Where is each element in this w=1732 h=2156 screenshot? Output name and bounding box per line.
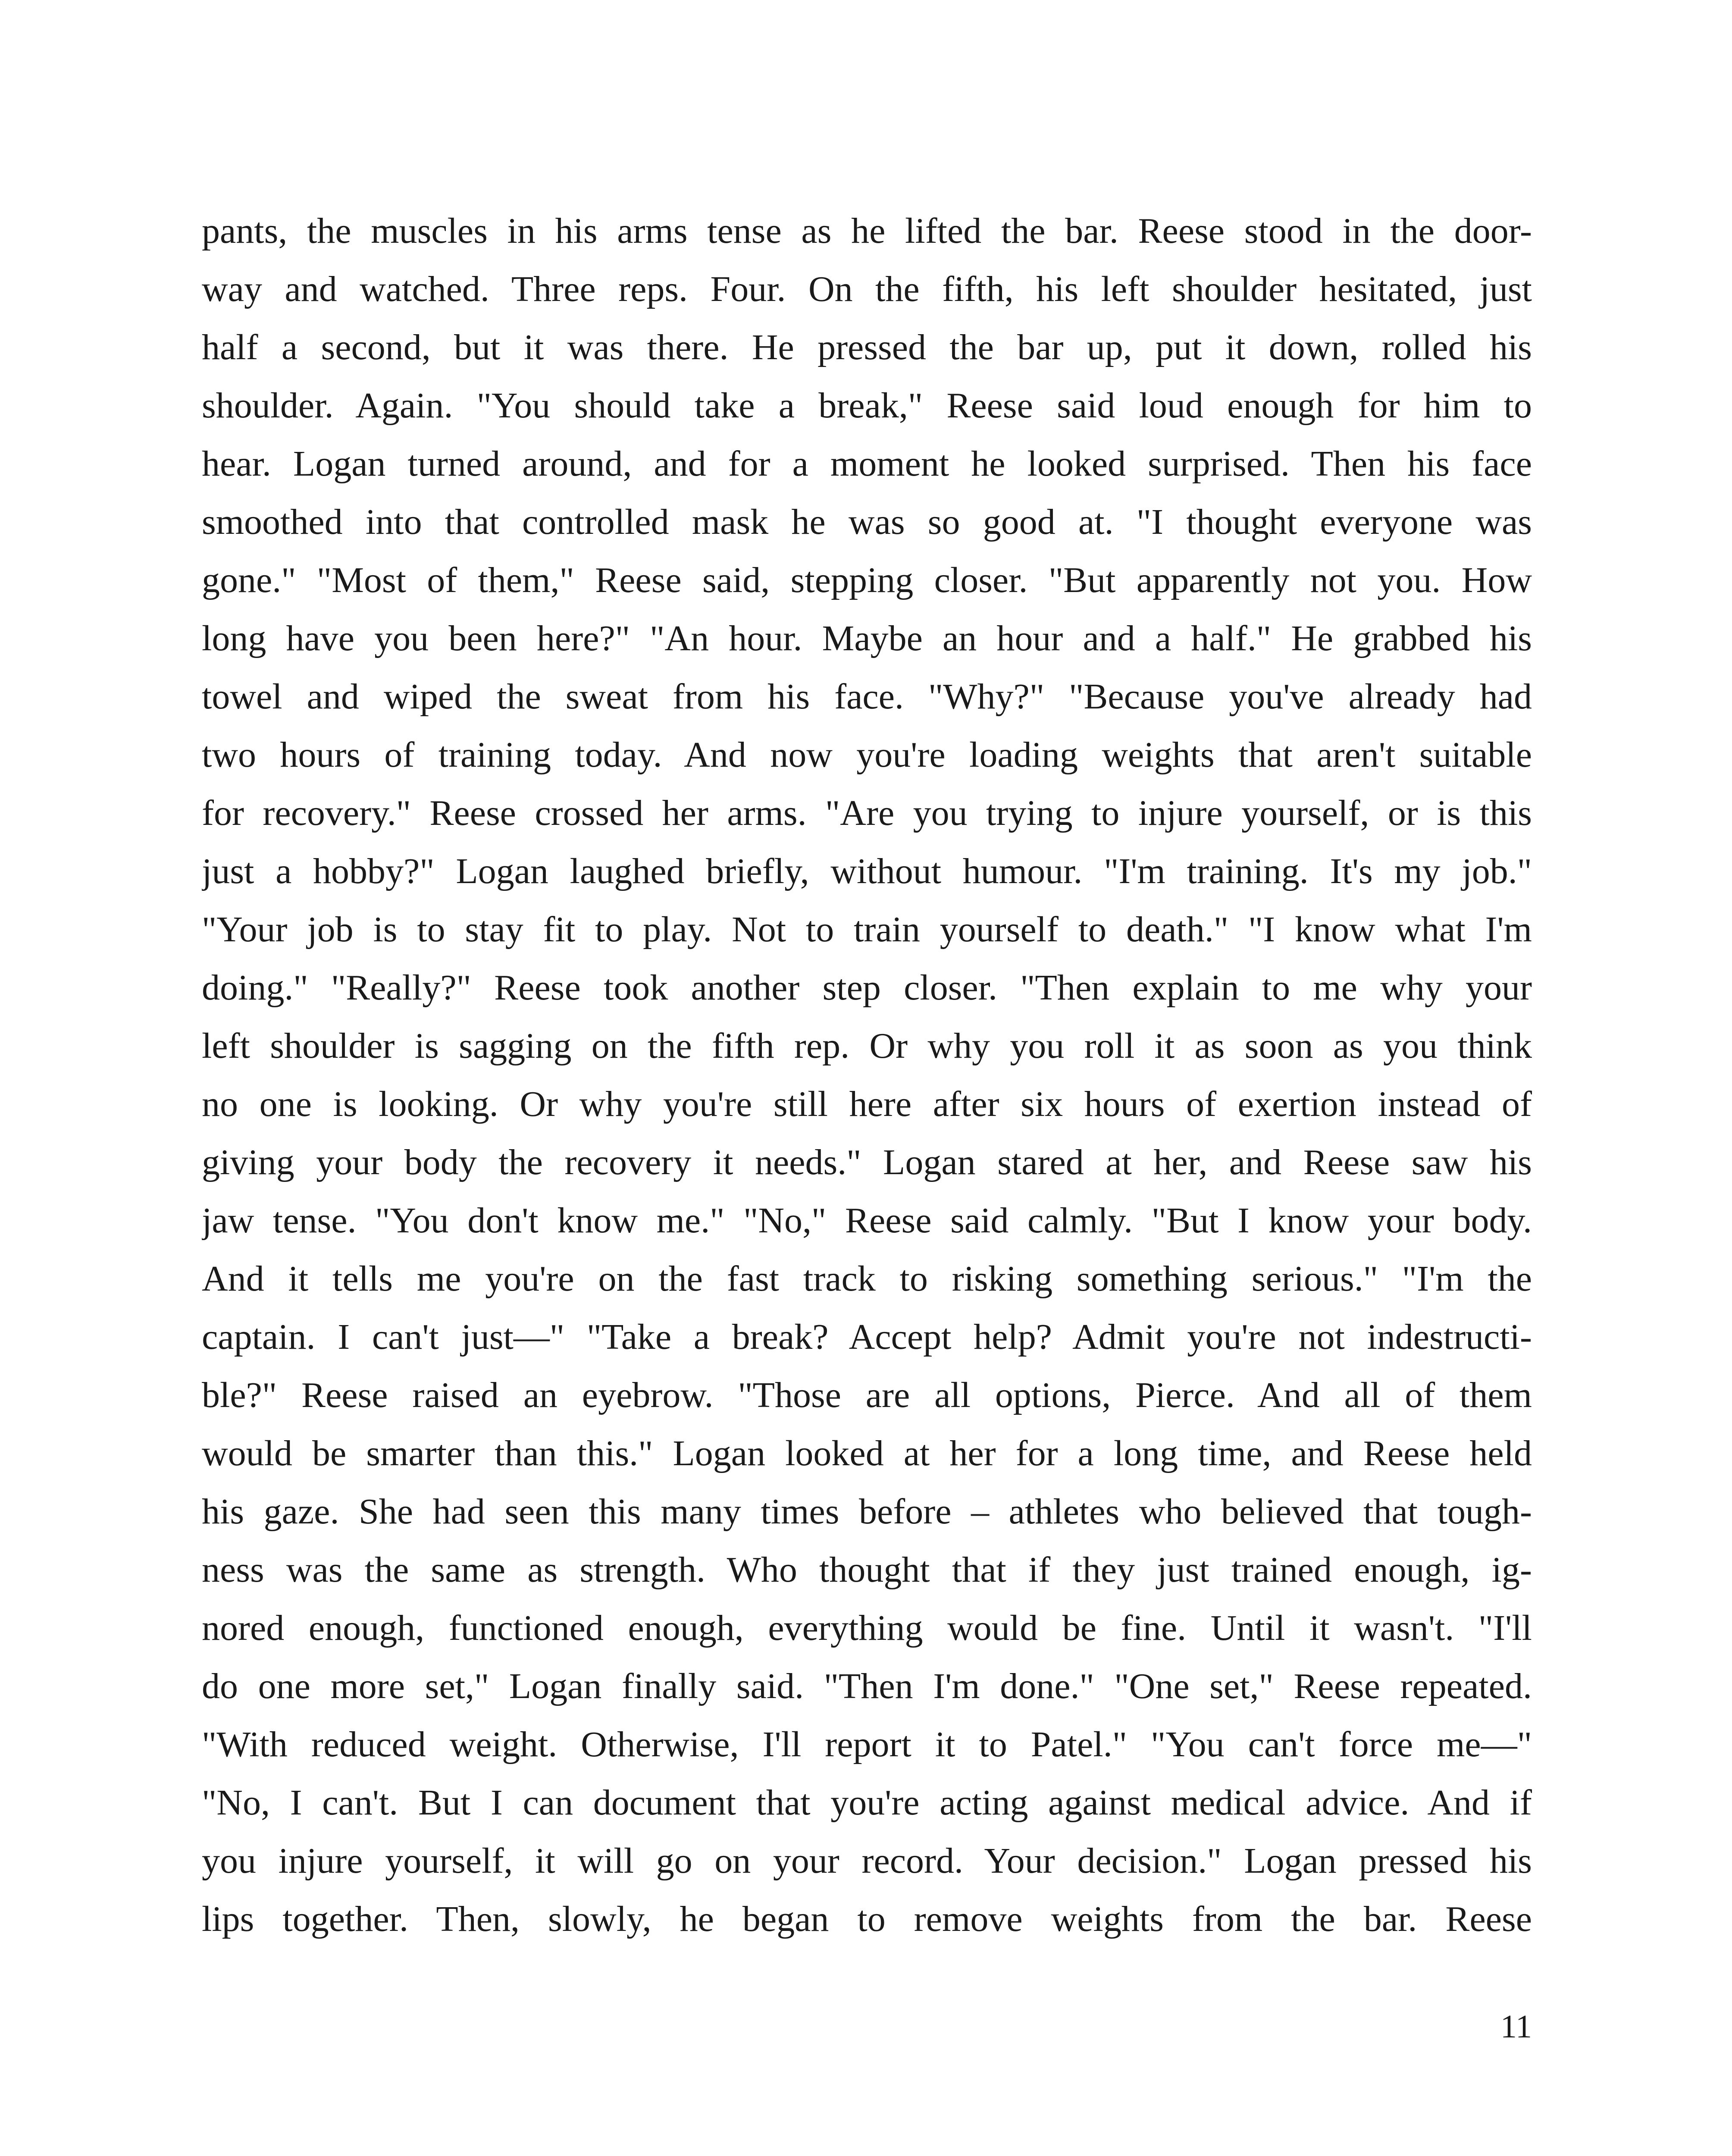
text-line: lips together. Then, slowly, he began to remove weights from the bar. Reese	[202, 1899, 1532, 1939]
text-line: "With reduced weight. Otherwise, I'll report it to Patel." "You can't force me—"	[202, 1724, 1532, 1764]
text-line: long have you been here?" "An hour. Maybe an hour and a half." He grabbed his	[202, 618, 1532, 658]
text-line: "Your job is to stay fit to play. Not to train yourself to death." "I know what I'm	[202, 909, 1532, 950]
body-text	[202, 202, 1532, 1948]
text-line: would be smarter than this." Logan looked at her for a long time, and Reese held	[202, 1433, 1532, 1473]
text-line: ble?" Reese raised an eyebrow. "Those are all options, Pierce. And all of them	[202, 1375, 1532, 1415]
text-line: for recovery." Reese crossed her arms. "Are you trying to injure yourself, or is this	[202, 793, 1532, 833]
text-line: And it tells me you're on the fast track to risking something serious." "I'm the	[202, 1259, 1532, 1299]
text-line: gone." "Most of them," Reese said, stepping closer. "But apparently not you. How	[202, 560, 1532, 600]
text-line: left shoulder is sagging on the fifth rep. Or why you roll it as soon as you think	[202, 1026, 1532, 1066]
text-line: half a second, but it was there. He pressed the bar up, put it down, rolled his	[202, 327, 1532, 367]
text-line: jaw tense. "You don't know me." "No," Reese said calmly. "But I know your body.	[202, 1200, 1532, 1241]
text-line: smoothed into that controlled mask he was so good at. "I thought everyone was	[202, 502, 1532, 542]
text-line: way and watched. Three reps. Four. On the fifth, his left shoulder hesitated, just	[202, 269, 1532, 309]
text-line: two hours of training today. And now you're loading weights that aren't suitable	[202, 735, 1532, 775]
text-line: doing." "Really?" Reese took another step closer. "Then explain to me why your	[202, 968, 1532, 1008]
text-line: nored enough, functioned enough, everything would be fine. Until it wasn't. "I'll	[202, 1608, 1532, 1648]
text-line: his gaze. She had seen this many times before – athletes who believed that tough-	[202, 1492, 1532, 1532]
page-number: 11	[1500, 2009, 1532, 2045]
text-line: towel and wiped the sweat from his face. "Why?" "Because you've already had	[202, 677, 1532, 717]
text-line: ness was the same as strength. Who thought that if they just trained enough, ig-	[202, 1550, 1532, 1590]
text-line: do one more set," Logan finally said. "Then I'm done." "One set," Reese repeated.	[202, 1666, 1532, 1706]
text-line: you injure yourself, it will go on your record. Your decision." Logan pressed his	[202, 1841, 1532, 1881]
text-line: giving your body the recovery it needs." Logan stared at her, and Reese saw his	[202, 1142, 1532, 1182]
text-line: "No, I can't. But I can document that you're acting against medical advice. And if	[202, 1783, 1532, 1823]
text-line: hear. Logan turned around, and for a moment he looked surprised. Then his face	[202, 444, 1532, 484]
text-line: just a hobby?" Logan laughed briefly, without humour. "I'm training. It's my job."	[202, 851, 1532, 891]
text-line: captain. I can't just—" "Take a break? Accept help? Admit you're not indestructi-	[202, 1317, 1532, 1357]
text-line: shoulder. Again. "You should take a break," Reese said loud enough for him to	[202, 385, 1532, 426]
text-line: pants, the muscles in his arms tense as he lifted the bar. Reese stood in the door-	[202, 211, 1532, 251]
text-line: no one is looking. Or why you're still here after six hours of exertion instead of	[202, 1084, 1532, 1124]
